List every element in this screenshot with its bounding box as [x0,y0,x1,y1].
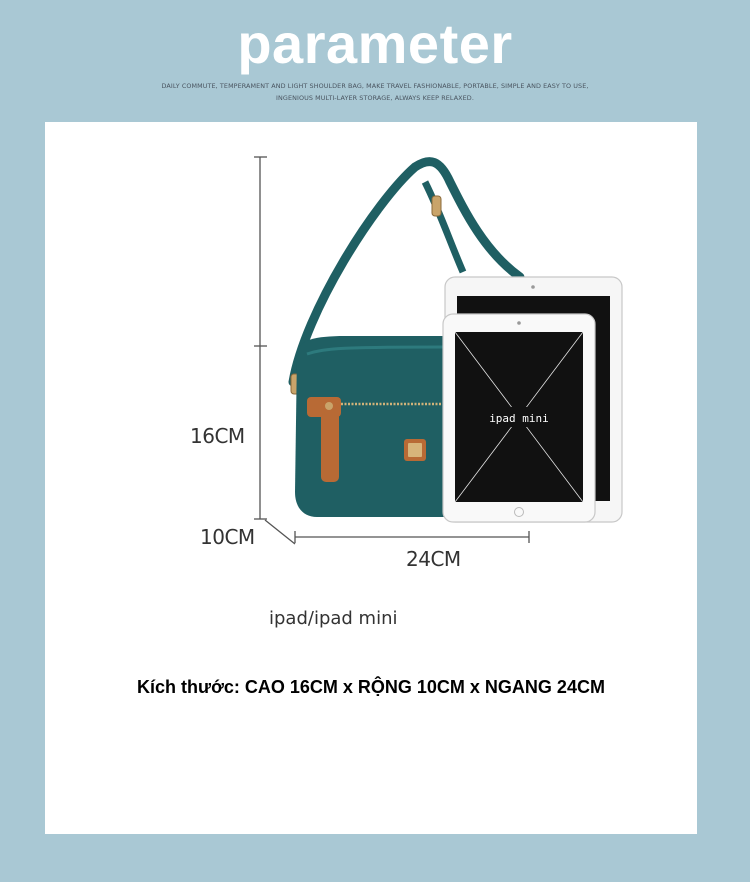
page-subtitle [150,80,600,104]
bag-with-ipad-illustration [45,122,697,834]
subtitle-line-1: DAILY COMMUTE, TEMPERAMENT AND LIGHT SHOULDER BAG, MAKE TRAVEL FASHIONABLE, PORTABLE, SIMPLE AND EASY TO USE, [161,82,589,90]
size-specification: Kích thước: CAO 16CM x RỘNG 10CM x NGANG 24CM [137,677,605,697]
depth-dimension-label: 10CM [200,525,255,549]
zipper-pull [321,412,339,482]
page-title: parameter [237,12,513,75]
ipad-mini-front [443,314,595,522]
ipad-mini-screen-label: ipad mini [489,412,549,425]
subtitle-line-2: INGENIOUS MULTI-LAYER STORAGE, ALWAYS KEEP RELAXED. [276,94,474,102]
height-dimension-label: 16CM [190,424,245,448]
product-image-card [45,122,697,834]
width-dimension-label: 24CM [406,547,461,571]
bag-body [295,336,450,517]
ipad-caption: ipad/ipad mini [269,608,398,629]
